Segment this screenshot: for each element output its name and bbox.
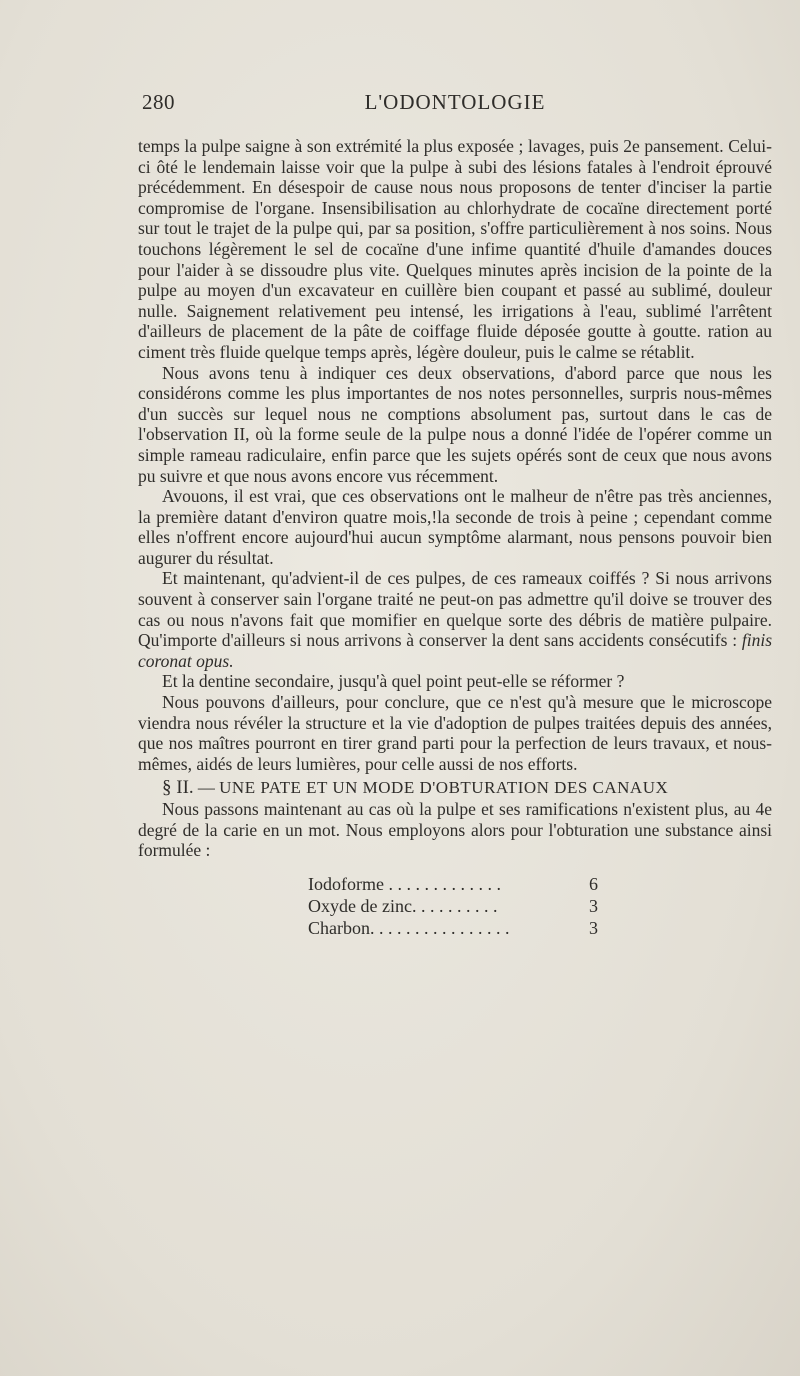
formula-quantity: 6 [589, 873, 598, 894]
formula-ingredient: Charbon. . . . . . . . . . . . . . . . [308, 917, 510, 938]
paragraph-maintenant [138, 568, 772, 671]
paragraph-dentine: Et la dentine secondaire, jusqu'à quel point peut-elle se réformer ? [162, 671, 625, 692]
section-dash: — [197, 778, 215, 798]
paragraph-avouons: Avouons, il est vrai, que ces observations ont le malheur de n'être pas très anciennes, la première datant d'environ quatre mois,!la seconde de trois à peine ; cependant comme elles n'offrent encore aujourd'hui aucun symptôme alarmant, nous pensons pouvoir bien augurer du résultat. [138, 486, 772, 568]
formula-row [308, 895, 598, 917]
latin-phrase: finis coronat opus. [138, 630, 773, 671]
page-number: 280 [142, 90, 175, 114]
paragraph-continuation: temps la pulpe saigne à son extrémité la plus exposée ; lavages, puis 2e pansement. Celui-ci ôté le lendemain laisse voir que la pulpe à subi des lésions fatales à l'endroit éprouvé précédemment. En désespoir de cause nous nous proposons de tenter d'inciser la partie compromise de l'organe. Insensibilisation au chlorhydrate de cocaïne directement porté sur tout le trajet de la pulpe qui, par sa position, s'offre particulièrement à nos soins. Nous touchons légèrement le sel de cocaïne d'une infime quantité d'huile d'amandes douces pour l'aider à se dissoudre plus vite. Quelques minutes après incision de la pointe de la pulpe au moyen d'un excavateur en cuillère bien coupant et passé au sublimé, douleur nulle. Saignement relativement peu intensé, les irrigations à l'eau, sublimé l'arrêtent d'ailleurs de placement de la pâte de coiffage fluide déposée goutte à goutte. ration au ciment très fluide quelque temps après, légère douleur, puis le calme se rétablit. [138, 136, 772, 362]
formula-table [308, 873, 598, 939]
formula-row [308, 917, 598, 939]
formula-quantity: 3 [589, 895, 598, 916]
formula-ingredient: Oxyde de zinc. . . . . . . . . . [308, 895, 498, 916]
formula-row [308, 873, 598, 895]
section-heading [138, 778, 772, 799]
paragraph-conclusion: Nous pouvons d'ailleurs, pour conclure, que ce n'est qu'à mesure que le microscope viendra nous révéler la structure et la vie d'adoption de pulpes traitées depuis des années, que nos maîtres pourront en tirer grand parti pour la perfection de leurs travaux, et nous-mêmes, aidés de leurs lumières, pour celle aussi de nos efforts. [138, 692, 772, 774]
section-title: UNE PATE ET UN MODE D'OBTURATION DES CANAUX [219, 778, 669, 798]
page-header [142, 90, 768, 120]
running-title: L'ODONTOLOGIE [364, 90, 546, 114]
formula-quantity: 3 [589, 917, 598, 938]
formula-ingredient: Iodoforme . . . . . . . . . . . . . [308, 873, 501, 894]
page-body [138, 136, 772, 939]
paragraph-maintenant-text: Et maintenant, qu'advient-il de ces pulpes, de ces rameaux coiffés ? Si nous arrivons souvent à conserver sain l'organe traité ne peut-on pas admettre qu'il doive se trouver des cas ou nous n'avons fait que momifier en quelque sorte des débris de matière pulpaire. Qu'importe d'ailleurs si nous arrivons à conserver la dent sans accidents consécutifs : [138, 568, 772, 651]
paragraph-observations: Nous avons tenu à indiquer ces deux observations, d'abord parce que nous les considérons comme les plus importantes de nos notes personnelles, surpris nous-mêmes d'un succès sur lequel nous ne comptions absolument pas, surtout dans le cas de l'observation II, où la forme seule de la pulpe nous a donné l'idée de l'opérer comme un simple rameau radiculaire, enfin parce que les sujets opérés sont de ceux que nous avons pu suivre et que nous avons encore vus récemment. [138, 362, 772, 486]
paragraph-pate: Nous passons maintenant au cas où la pulpe et ses ramifications n'existent plus, au 4e degré de la carie en un mot. Nous employons alors pour l'obturation une substance ainsi formulée : [138, 799, 772, 861]
section-number: § II. [162, 777, 194, 799]
